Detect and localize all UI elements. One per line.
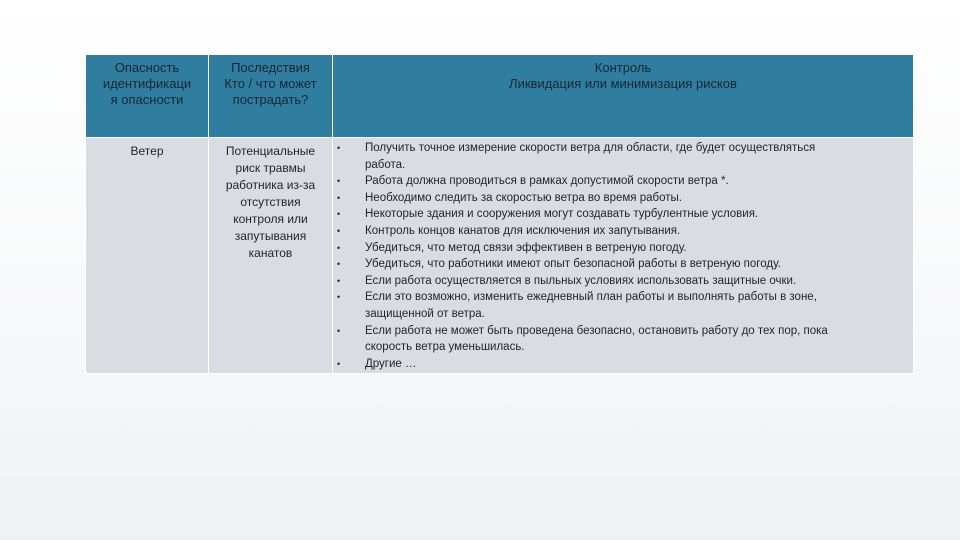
list-item (333, 256, 905, 273)
consequences-line: отсутствия (240, 195, 301, 209)
consequences-line: контроля или (233, 212, 308, 226)
list-item (333, 273, 905, 290)
table-row (86, 138, 914, 374)
bullet-icon: • (337, 176, 341, 187)
bullet-icon: • (337, 225, 341, 236)
bullet-icon: • (337, 259, 341, 270)
control-line: Если работа осуществляется в пыльных условиях использовать защитные очки. (365, 274, 797, 287)
control-measures-list (333, 138, 913, 372)
header-hazard-line: идентификаци (102, 76, 192, 91)
header-controls-line: Контроль (594, 60, 652, 75)
header-hazard (86, 55, 209, 138)
control-line: защищенной от ветра. (365, 307, 485, 320)
list-item (333, 206, 905, 223)
bullet-icon: • (337, 292, 341, 303)
list-item (333, 190, 905, 207)
control-line: скорость ветра уменьшилась. (365, 341, 525, 354)
list-item (333, 289, 905, 322)
header-consequences (209, 55, 333, 138)
consequences-cell (209, 138, 333, 374)
list-item (333, 240, 905, 257)
bullet-icon: • (337, 143, 341, 153)
risk-assessment-table (85, 54, 914, 374)
control-line: Если работа не может быть проведена безопасно, остановить работу до тех пор, пока (365, 324, 828, 337)
header-consequences-line: пострадать? (232, 92, 309, 107)
table-header-row (86, 55, 914, 138)
consequences-line: канатов (248, 246, 293, 260)
consequences-line: риск травмы (235, 161, 306, 175)
header-consequences-line: Кто / что может (224, 76, 317, 91)
control-line: работа. (365, 158, 406, 171)
control-line: Другие … (365, 357, 417, 370)
controls-cell (333, 138, 914, 374)
control-line: Получить точное измерение скорости ветра для области, где будет осуществляться (365, 142, 816, 154)
list-item (333, 356, 905, 373)
control-line: Некоторые здания и сооружения могут создавать турбулентные условия. (365, 208, 759, 221)
control-line: Если это возможно, изменить ежедневный план работы и выполнять работы в зоне, (365, 291, 817, 304)
header-hazard-line: Опасность (114, 60, 180, 75)
consequences-line: запутывания (234, 229, 307, 243)
bullet-icon: • (337, 325, 341, 336)
bullet-icon: • (337, 209, 341, 220)
list-item (333, 140, 905, 173)
bullet-icon: • (337, 358, 341, 369)
list-item (333, 323, 905, 356)
control-line: Контроль концов канатов для исключения их запутывания. (365, 224, 681, 237)
header-controls (333, 55, 914, 138)
list-item (333, 173, 905, 190)
control-line: Убедиться, что метод связи эффективен в ветреную погоду. (365, 241, 687, 254)
list-item (333, 223, 905, 240)
header-consequences-line: Последствия (231, 60, 310, 75)
bullet-icon: • (337, 192, 341, 203)
bullet-icon: • (337, 242, 341, 253)
header-hazard-line: я опасности (110, 92, 184, 107)
bullet-icon: • (337, 275, 341, 286)
header-controls-line: Ликвидация или минимизация рисков (509, 76, 737, 91)
control-line: Работа должна проводиться в рамках допустимой скорости ветра *. (365, 175, 729, 188)
consequences-line: Потенциальные (225, 144, 316, 158)
control-line: Убедиться, что работники имеют опыт безопасной работы в ветреную погоду. (365, 258, 781, 271)
hazard-cell: Ветер (86, 138, 209, 374)
consequences-line: работника из-за (225, 178, 316, 192)
control-line: Необходимо следить за скоростью ветра во время работы. (365, 191, 682, 204)
